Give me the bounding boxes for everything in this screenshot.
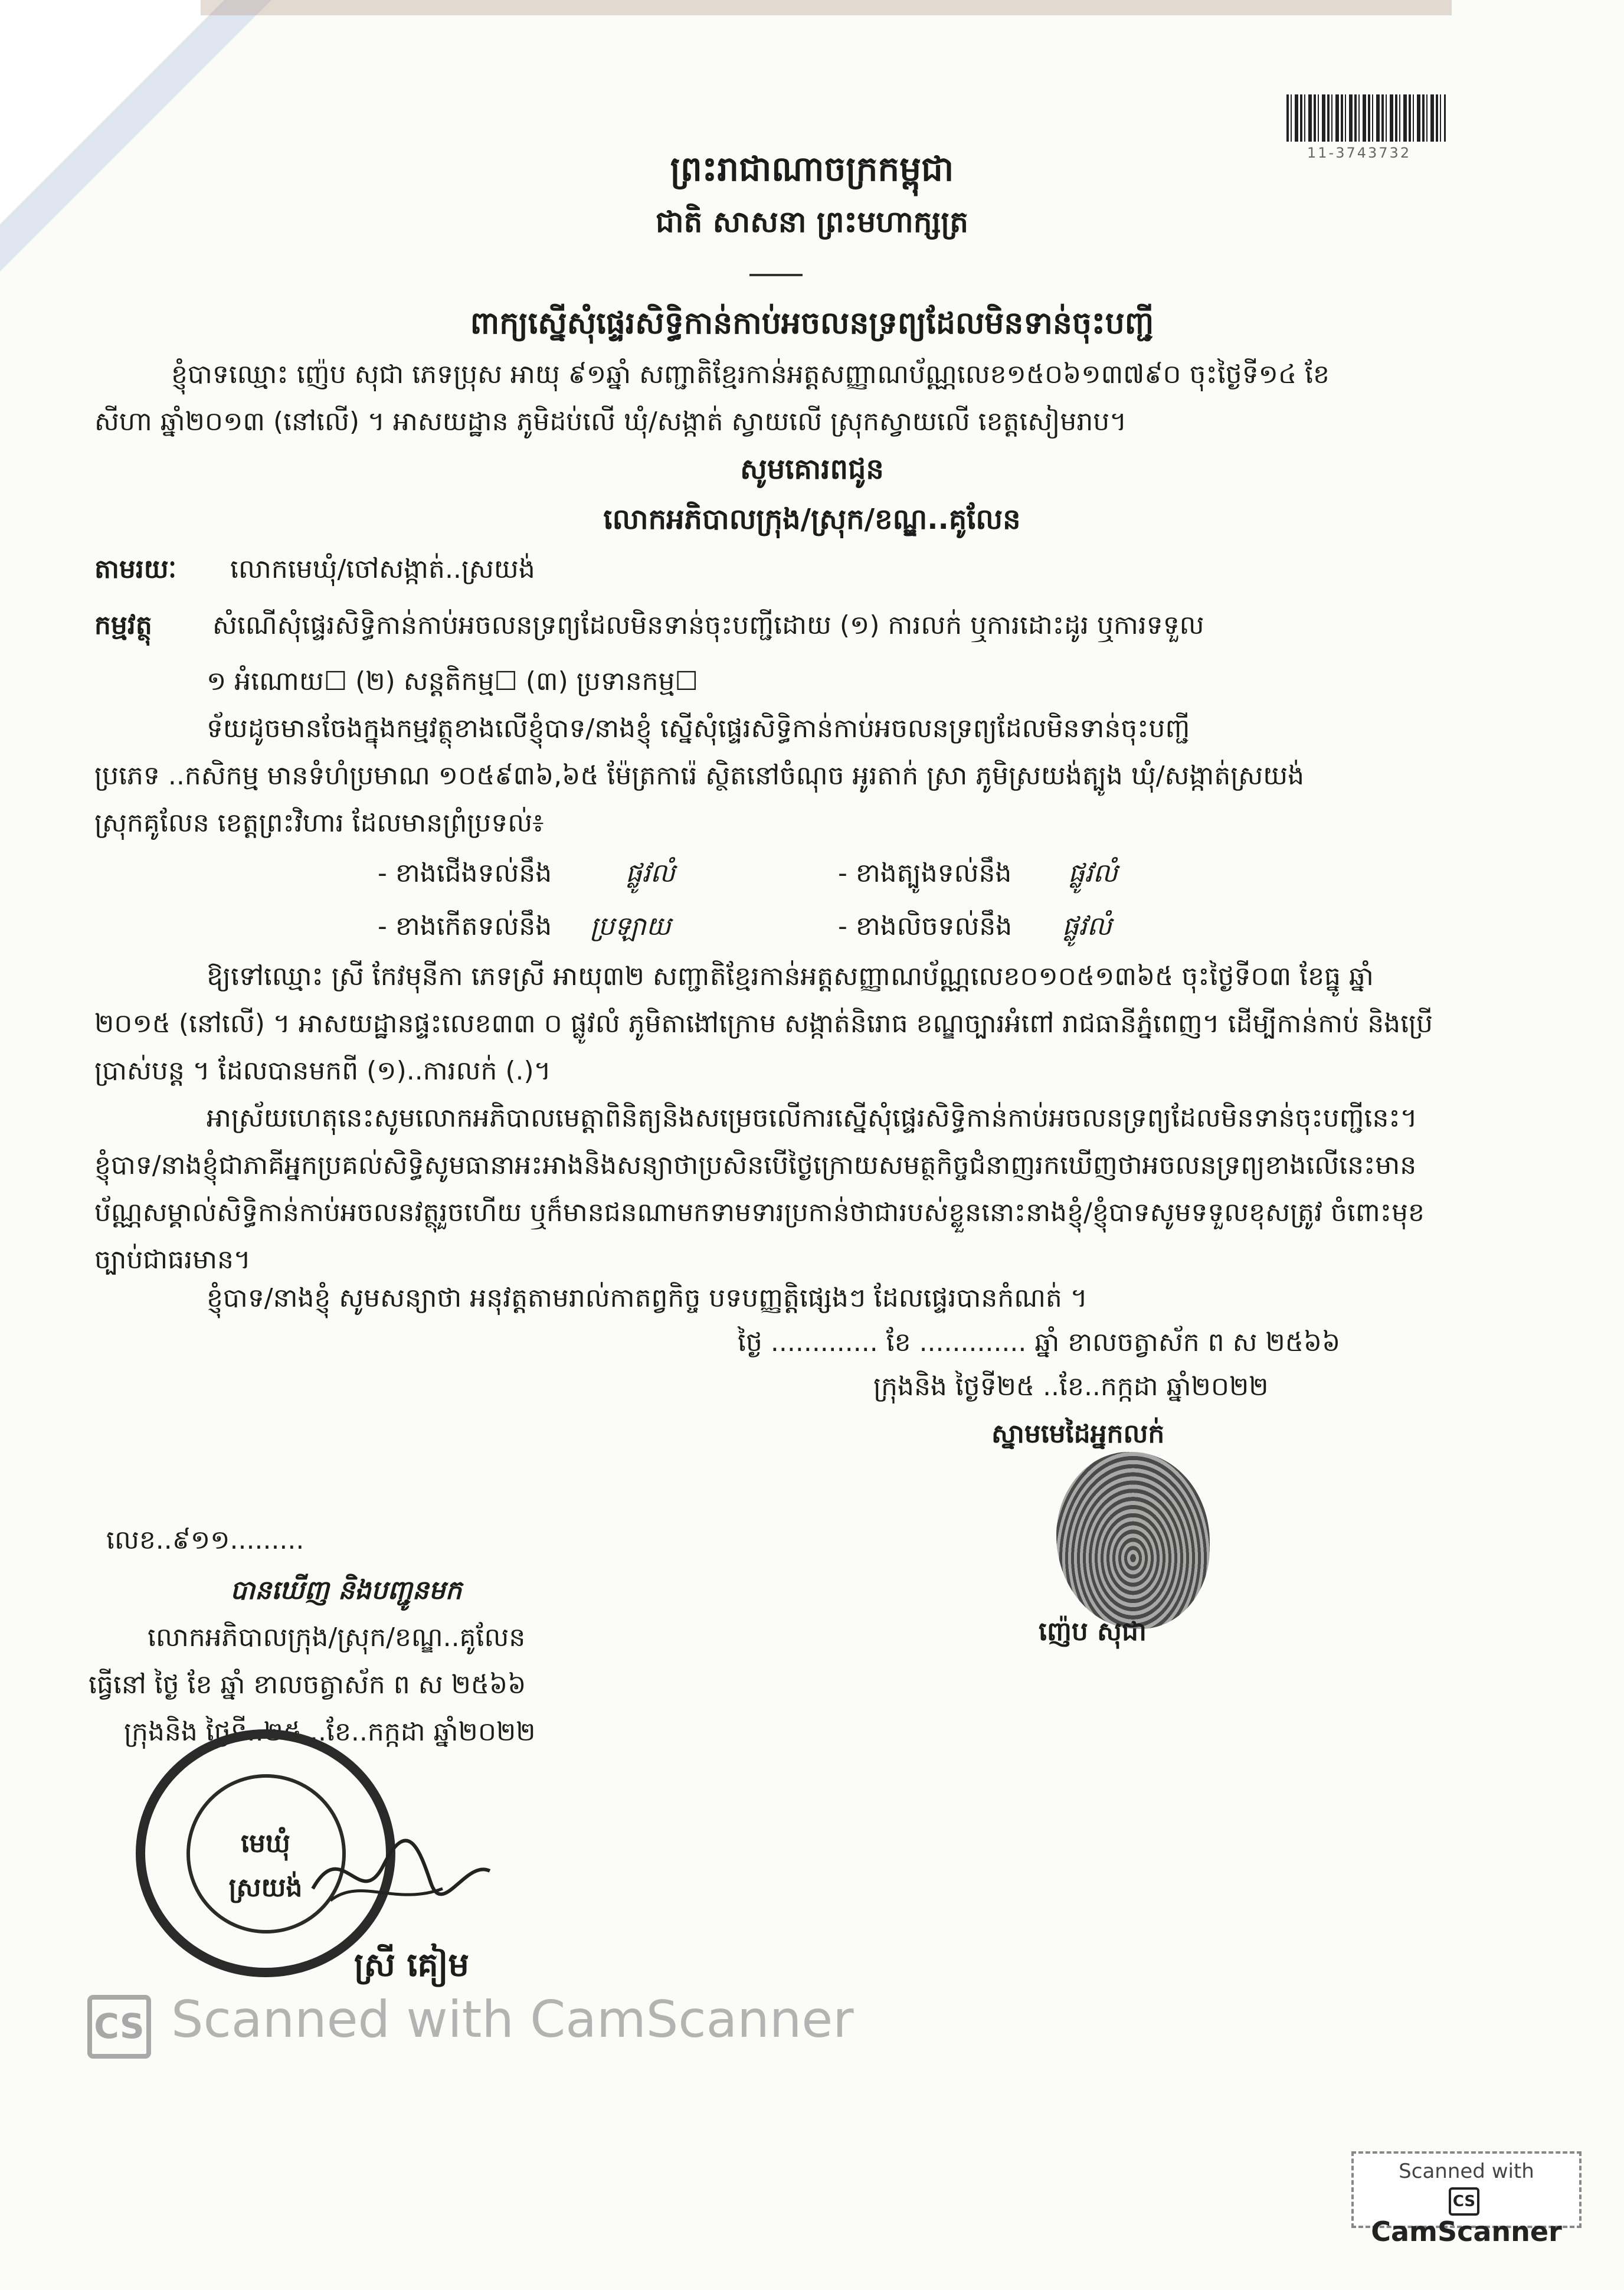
intro-line-2: សីហា ឆ្នាំ២០១៣ (នៅលើ) ។ អាសយដ្ឋាន ភូមិដប់លើ ឃុំ/សង្កាត់ ស្វាយលើ ស្រុកស្វាយលើ ខេត្តសៀមរាប។	[94, 407, 1127, 437]
kingdom-heading: ព្រះរាជាណាចក្រកម្ពុជា	[670, 149, 954, 189]
badge-line-2	[1354, 2183, 1579, 2248]
salutation: សូមគោរពជូន	[740, 453, 884, 486]
request-line-1: អាស្រ័យហេតុនេះសូមលោកអភិបាលមេត្តាពិនិត្យនិងសម្រេចលើការស្នើសុំផ្ទេរសិទ្ធិកាន់កាប់អចលនទ្រព្យដែលមិនទាន់ចុះបញ្ជីនេះ។	[207, 1103, 1417, 1133]
boundary-east-value: ប្រឡាយ	[590, 911, 671, 941]
recipient-line-1: ឱ្យទៅឈ្មោះ ស្រី កែវមុនីកា ភេទស្រី អាយុ៣២ សញ្ជាតិខ្មែរកាន់អត្តសញ្ញាណប័ណ្ណលេខ០១០៥១៣៦៥ ចុះថ្ងៃទី០៣ ខែធ្នូ ឆ្នាំ	[207, 961, 1374, 992]
seal-text-1: មេឃុំ	[241, 1828, 290, 1859]
barcode-number: 11-3743732	[1307, 145, 1412, 161]
seen-and-forwarded: បានឃើញ និងបញ្ជូនមក	[230, 1575, 462, 1605]
thumbprint-mark	[1056, 1452, 1210, 1629]
request-line-3: ប័ណ្ណសម្គាល់សិទ្ធិកាន់កាប់អចលនវត្ថុរួចហើយ ឬក៏មានជនណាមកទាមទារប្រកាន់ថាជារបស់ខ្លួននោះនាងខ្ញុំ/ខ្ញុំបាទសូមទទួលខុសត្រូវ ចំពោះមុខ	[94, 1198, 1425, 1228]
boundary-west-value: ផ្លូវលំ	[1062, 911, 1112, 941]
camscanner-logo-icon: CS	[1449, 2187, 1479, 2216]
body-line-1: ទ័យដូចមានចែងក្នុងកម្មវត្ថុខាងលើខ្ញុំបាទ/នាងខ្ញុំ ស្នើសុំផ្ទេរសិទ្ធិកាន់កាប់អចលនទ្រព្យដែលមិនទាន់ចុះបញ្ជី	[207, 714, 1190, 744]
boundary-north-label: - ខាងជើងទល់នឹង	[378, 858, 552, 888]
subject-label: កម្មវត្ថុ	[94, 610, 152, 640]
governor-line: លោកអភិបាលក្រុង/ស្រុក/ខណ្ឌ..គូលែន	[148, 1622, 526, 1653]
badge-line-1: Scanned with	[1399, 2160, 1534, 2183]
seal-text-2: ស្រយង់	[228, 1873, 303, 1903]
camscanner-watermark-text: Scanned with CamScanner	[171, 1990, 854, 2049]
recipient-line-2: ២០១៥ (នៅលើ) ។ អាសយដ្ឋានផ្ទះលេខ៣៣ ០ ផ្លូវលំ ភូមិតាងៅក្រោម សង្កាត់និរោធ ខណ្ឌច្បារអំពៅ រាជធានីភ្នំពេញ។ ដើម្បីកាន់កាប់ និងប្រើ	[94, 1009, 1433, 1039]
thumbprint-label: ស្នាមមេដៃអ្នកលក់	[991, 1419, 1165, 1449]
recipient-line-3: ប្រាស់បន្ត ។ ដែលបានមកពី (១)..ការលក់ (.)។	[94, 1056, 551, 1086]
date-lunar: ថ្ងៃ ............. ខែ ............. ឆ្នាំ ខាលចត្វាស័ក ព ស ២៥៦៦	[738, 1327, 1341, 1357]
closing-statement: ខ្ញុំបាទ/នាងខ្ញុំ សូមសន្យាថា អនុវត្តតាមរាល់កាតព្វកិច្ច បទបញ្ញត្តិផ្សេងៗ ដែលផ្ទេរបានកំណត់ ។	[207, 1283, 1088, 1313]
top-edge-strip	[201, 0, 1452, 15]
subject-value: សំណើសុំផ្ទេរសិទ្ធិកាន់កាប់អចលនទ្រព្យដែលមិនទាន់ចុះបញ្ជីដោយ (១) ការលក់ ឬការដោះដូរ ឬការទទួល	[212, 610, 1204, 640]
request-line-2: ខ្ញុំបាទ/នាងខ្ញុំជាភាគីអ្នកប្រគល់សិទ្ធិសូមធានាអះអាងនិងសន្យាថាប្រសិនបើថ្ងៃក្រោយសមត្ថកិច្ចជំនាញរកឃើញថាអចលនទ្រព្យខាងលើនេះមាន	[94, 1150, 1417, 1180]
date-solar: ក្រុងនិង ថ្ងៃទី២៥ ..ខែ..កក្កដា ឆ្នាំ២០២២	[873, 1372, 1269, 1402]
body-line-2: ប្រភេទ ..កសិកម្ម មានទំហំប្រមាណ ១០៥៩៣៦,៦៥ ម៉ែត្រការ៉េ ស្ថិតនៅចំណុច អូរតាក់ ស្រា ភូមិស្រយង់ត្បូង ឃុំ/សង្កាត់ស្រយង់	[94, 761, 1305, 791]
badge-brand: CamScanner	[1371, 2215, 1562, 2248]
boundary-east-label: - ខាងកើតទល់នឹង	[378, 911, 552, 941]
barcode	[1286, 94, 1446, 142]
via-value: លោកមេឃុំ/ចៅសង្កាត់..ស្រយង់	[230, 554, 535, 584]
request-line-4: ច្បាប់ជាធរមាន។	[94, 1245, 251, 1275]
camscanner-badge	[1351, 2151, 1582, 2248]
chief-name: ស្រី គៀម	[354, 1946, 470, 1984]
motto-heading: ជាតិ សាសនា ព្រះមហាក្សត្រ	[656, 205, 968, 239]
boundary-west-label: - ខាងលិចទល់នឹង	[838, 911, 1013, 941]
chief-signature-scribble	[307, 1824, 496, 1918]
reference-number: លេខ..៩១១.........	[106, 1525, 304, 1555]
body-line-3: ស្រុកគូលែន ខេត្តព្រះវិហារ ដែលមានព្រំប្រទល់៖	[94, 808, 544, 838]
made-date-line: ក្រុងនិង ថ្ងៃទី..២៥ ..ខែ..កក្កដា ឆ្នាំ២០២២	[124, 1717, 536, 1747]
boundary-south-value: ផ្លូវលំ	[1068, 858, 1118, 888]
header-separator	[749, 274, 803, 276]
made-at-line: ធ្វើនៅ ថ្ងៃ ខែ ឆ្នាំ ខាលចត្វាស័ក ព ស ២៥៦៦	[89, 1670, 526, 1700]
via-label: តាមរយៈ	[94, 554, 177, 584]
document-title: ពាក្យស្នើសុំផ្ទេរសិទ្ធិកាន់កាប់អចលនទ្រព្យដែលមិនទាន់ចុះបញ្ជី	[470, 306, 1154, 341]
subject-options: ១ អំណោយ☐ (២) សន្តតិកម្ម☐ (៣) ប្រទានកម្ម☐	[207, 666, 698, 696]
boundary-north-value: ផ្លូវលំ	[626, 858, 675, 888]
signer-name: ញ៉េប សុជា	[1039, 1617, 1147, 1647]
camscanner-watermark-logo: CS	[87, 1995, 151, 2059]
intro-line-1: ខ្ញុំបាទឈ្មោះ ញ៉េប សុជា ភេទប្រុស អាយុ ៩១ឆ្នាំ សញ្ជាតិខ្មែរកាន់អត្តសញ្ញាណប័ណ្ណលេខ១៥០៦១៣៧៩០ ចុះថ្ងៃទី១៤ ខែ	[171, 359, 1330, 390]
boundary-south-label: - ខាងត្បូងទល់នឹង	[838, 858, 1012, 888]
addressee: លោកអភិបាលក្រុង/ស្រុក/ខណ្ឌ..គូលែន	[603, 503, 1021, 536]
